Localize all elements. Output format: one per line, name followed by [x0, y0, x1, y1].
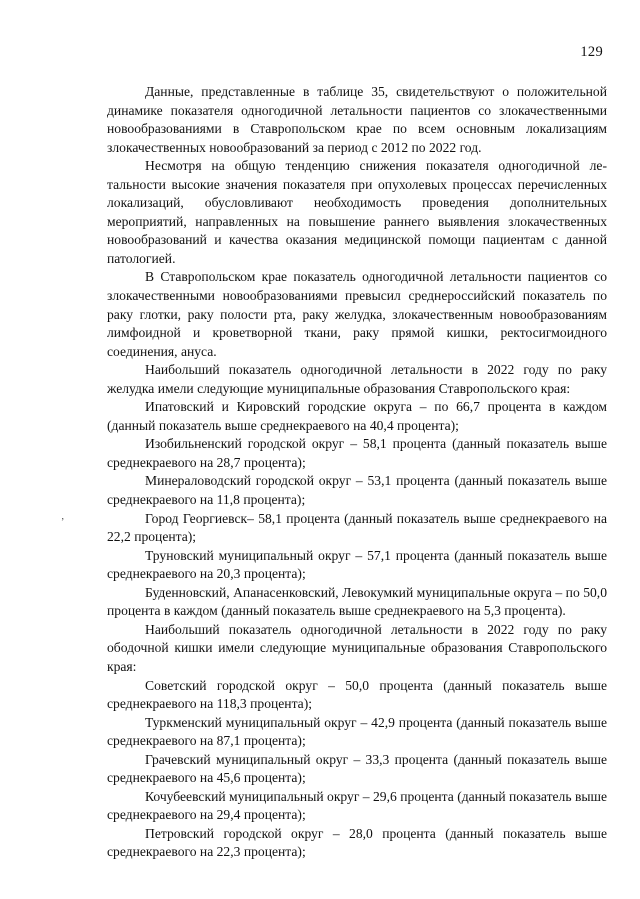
paragraph-table-35-dynamics: Данные, представленные в таблице 35, свидетельствуют о положительной динамике показателя одногодичной летальности пациентов со злокачественными новообразованиями в Ставропольском крае по всем основным локализациям злокачественных новообразований за период с 2012 по 2022 год.	[107, 84, 607, 155]
list-item-budennovsky-group: Буденновский, Апанасенковский, Левокумкий муниципальные округа – по 50,0 процента в каждом (данный показатель выше среднекраевого на 5,3 процента).	[107, 584, 607, 619]
list-item-petrovsky: Петровский городской округ – 28,0 процента (данный показатель выше среднекраевого на 22,3 процента);	[107, 825, 607, 860]
list-item-turkmensky: Туркменский муниципальный округ – 42,9 процента (данный показатель выше среднекраевого на 87,1 процента);	[107, 714, 607, 749]
paragraph-colon-cancer-intro: Наибольший показатель одногодичной летальности в 2022 году по раку ободочной кишки имели следующие муниципальные образования Ставропольского края:	[107, 621, 607, 674]
list-item-grachevsky: Грачевский муниципальный округ – 33,3 процента (данный показатель выше среднекраевого на 45,6 процента);	[107, 751, 607, 786]
list-item-mineralovodsky: Минераловодский городской округ – 53,1 процента (данный показатель выше среднекраевого на 11,8 процента);	[107, 473, 607, 508]
paragraph-general-trend: Несмотря на общую тенденцию снижения показателя одногодичной летальности высокие значения показателя при опухолевых процессах перечисленных локализаций, обусловливают необходимость проведения дополнительных мероприятий, направленных на повышение раннего выявления злокачественных новообразований и качества оказания медицинской помощи пациентам с данной патологией.	[107, 158, 607, 266]
list-item-kochubeevsky: Кочубеевский муниципальный округ – 29,6 процента (данный показатель выше среднекраевого на 29,4 процента);	[107, 788, 607, 823]
paragraph-stomach-cancer-intro: Наибольший показатель одногодичной летальности в 2022 году по раку желудка имели следующие муниципальные образования Ставропольского края:	[107, 362, 607, 396]
page-number: 129	[580, 44, 603, 60]
list-item-izobilnensky: Изобильненский городской округ – 58,1 процента (данный показатель выше среднекраевого на 28,7 процента);	[107, 436, 607, 470]
list-item-ipatovsky-kirovsky: Ипатовский и Кировский городские округа – по 66,7 процента в каждом (данный показатель выше среднекраевого на 40,4 процента);	[107, 399, 607, 433]
body-text	[107, 83, 607, 862]
list-item-trunovsky: Труновский муниципальный округ – 57,1 процента (данный показатель выше среднекраевого на 20,3 процента);	[107, 547, 607, 582]
list-item-sovetsky: Советский городской округ – 50,0 процента (данный показатель выше среднекраевого на 118,3 процента);	[107, 677, 607, 712]
scan-artifact-mark: ’	[61, 517, 65, 528]
list-item-georgievsk: Город Георгиевск– 58,1 процента (данный показатель выше среднекраевого на 22,2 процента);	[107, 510, 607, 545]
paragraph-above-russian-average: В Ставропольском крае показатель одногодичной летальности пациентов со злокачественными новообразованиями превысил среднероссийский показатель по раку глотки, раку полости рта, раку желудка, злокачественным новообразованиям лимфоидной и кроветворной ткани, раку прямой кишки, ректосигмоидного соединения, ануса.	[107, 269, 607, 359]
